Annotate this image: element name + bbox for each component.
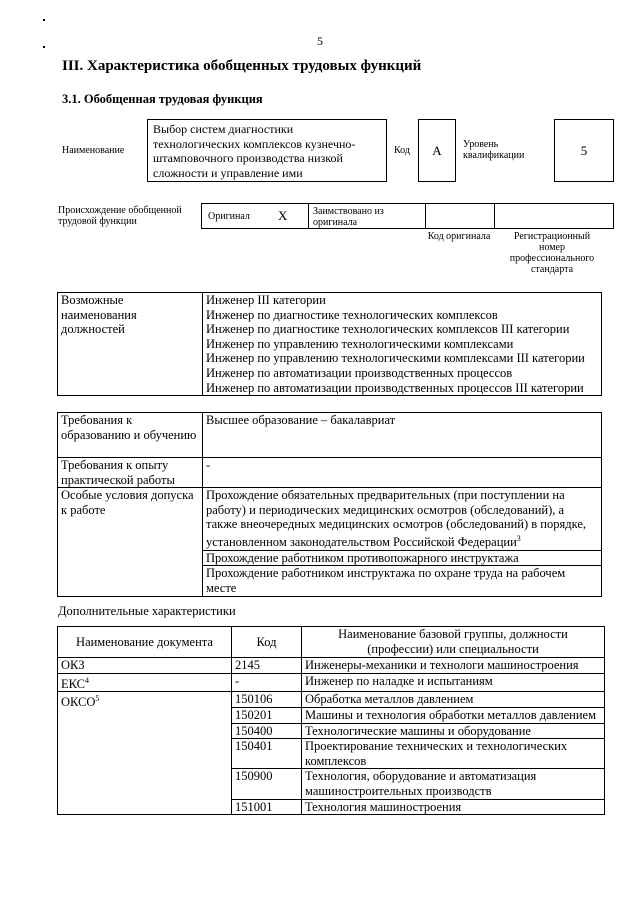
- position-item: Инженер по автоматизации производственных процессов: [206, 365, 513, 380]
- conditions-label: Особые условия допуска к работе: [58, 488, 203, 596]
- table-row: [58, 658, 605, 674]
- positions-label: Возможные наименования должностей: [58, 293, 203, 396]
- function-code: А: [418, 119, 456, 182]
- name-cell: Инженеры-механики и технологи машиностроения: [302, 658, 605, 674]
- experience-value: -: [203, 458, 602, 488]
- positions-list: [203, 293, 602, 396]
- original-label: Оригинал: [208, 211, 250, 222]
- code-cell: 150201: [232, 707, 302, 723]
- origin-table: [201, 203, 614, 229]
- additional-table: [57, 626, 605, 815]
- name-cell: Технология, оборудование и автоматизация машиностроительных производств: [302, 769, 605, 799]
- name-cell: Обработка металлов давлением: [302, 692, 605, 708]
- original-mark: X: [278, 208, 288, 223]
- condition-item: Прохождение работником противопожарного инструктажа: [203, 550, 602, 566]
- name-cell: Технология машиностроения: [302, 799, 605, 815]
- footnote-mark: 5: [95, 694, 100, 704]
- origin-label: Происхождение обобщенной трудовой функции: [58, 205, 182, 227]
- additional-title: Дополнительные характеристики: [58, 604, 236, 618]
- footnote-mark: 3: [516, 533, 521, 543]
- education-value: Высшее образование – бакалавриат: [203, 413, 602, 458]
- subsection-title: 3.1. Обобщенная трудовая функция: [62, 92, 263, 106]
- name-cell: Машины и технология обработки металлов давлением: [302, 707, 605, 723]
- position-item: Инженер по диагностике технологических комплексов: [206, 307, 498, 322]
- divider: [308, 204, 309, 228]
- doc-cell: ОКСО$^5$: [58, 692, 232, 815]
- scan-mark: [43, 19, 45, 21]
- code-cell: -: [232, 673, 302, 692]
- experience-label: Требования к опыту практической работы: [58, 458, 203, 488]
- education-label: Требования к образованию и обучению: [58, 413, 203, 458]
- positions-table: [57, 292, 602, 396]
- condition-item: Прохождение обязательных предварительных (при поступлении на работу) и периодических медицинских осмотров (обследований), а также внеочередных медицинских осмотров (обследований) в порядке, установленном законодательством Российской Федерации$^3$: [203, 488, 602, 551]
- code-caption: Код оригинала: [427, 231, 491, 242]
- code-cell: 150400: [232, 723, 302, 739]
- table-row: [58, 673, 605, 692]
- table-row: [58, 692, 605, 708]
- header-name: Наименование базовой группы, должности (профессии) или специальности: [302, 627, 605, 658]
- divider: [425, 204, 426, 228]
- qualification-level: 5: [554, 119, 614, 182]
- condition-item: Прохождение работником инструктажа по охране труда на рабочем месте: [203, 566, 602, 596]
- doc-cell: ОКЗ: [58, 658, 232, 674]
- code-cell: 150106: [232, 692, 302, 708]
- page-number: 5: [317, 34, 323, 48]
- code-cell: 150900: [232, 769, 302, 799]
- divider: [494, 204, 495, 228]
- name-cell: Технологические машины и оборудование: [302, 723, 605, 739]
- level-label: Уровень квалификации: [463, 139, 525, 161]
- position-item: Инженер по автоматизации производственных процессов III категории: [206, 380, 584, 395]
- header-doc: Наименование документа: [58, 627, 232, 658]
- code-cell: 2145: [232, 658, 302, 674]
- code-cell: 150401: [232, 739, 302, 769]
- function-name: Выбор систем диагностики технологических комплексов кузнечно-штамповочного производства низкой сложности и управление ими: [147, 119, 387, 182]
- requirements-table: [57, 412, 602, 597]
- position-item: Инженер по диагностике технологических комплексов III категории: [206, 322, 570, 337]
- borrowed-label: Заимствовано из оригинала: [313, 206, 384, 228]
- position-item: Инженер III категории: [206, 293, 326, 307]
- position-item: Инженер по управлению технологическими комплексами: [206, 336, 514, 351]
- reg-caption: Регистрационный номер профессионального стандарта: [509, 231, 595, 275]
- section-title: III. Характеристика обобщенных трудовых функций: [62, 58, 422, 74]
- name-cell: Проектирование технических и технологических комплексов: [302, 739, 605, 769]
- code-label: Код: [394, 145, 410, 156]
- name-label: Наименование: [62, 145, 125, 156]
- code-cell: 151001: [232, 799, 302, 815]
- header-code: Код: [232, 627, 302, 658]
- position-item: Инженер по управлению технологическими комплексами III категории: [206, 351, 585, 366]
- name-cell: Инженер по наладке и испытаниям: [302, 673, 605, 692]
- doc-cell: ЕКС$^4$: [58, 673, 232, 692]
- footnote-mark: 4: [85, 675, 89, 685]
